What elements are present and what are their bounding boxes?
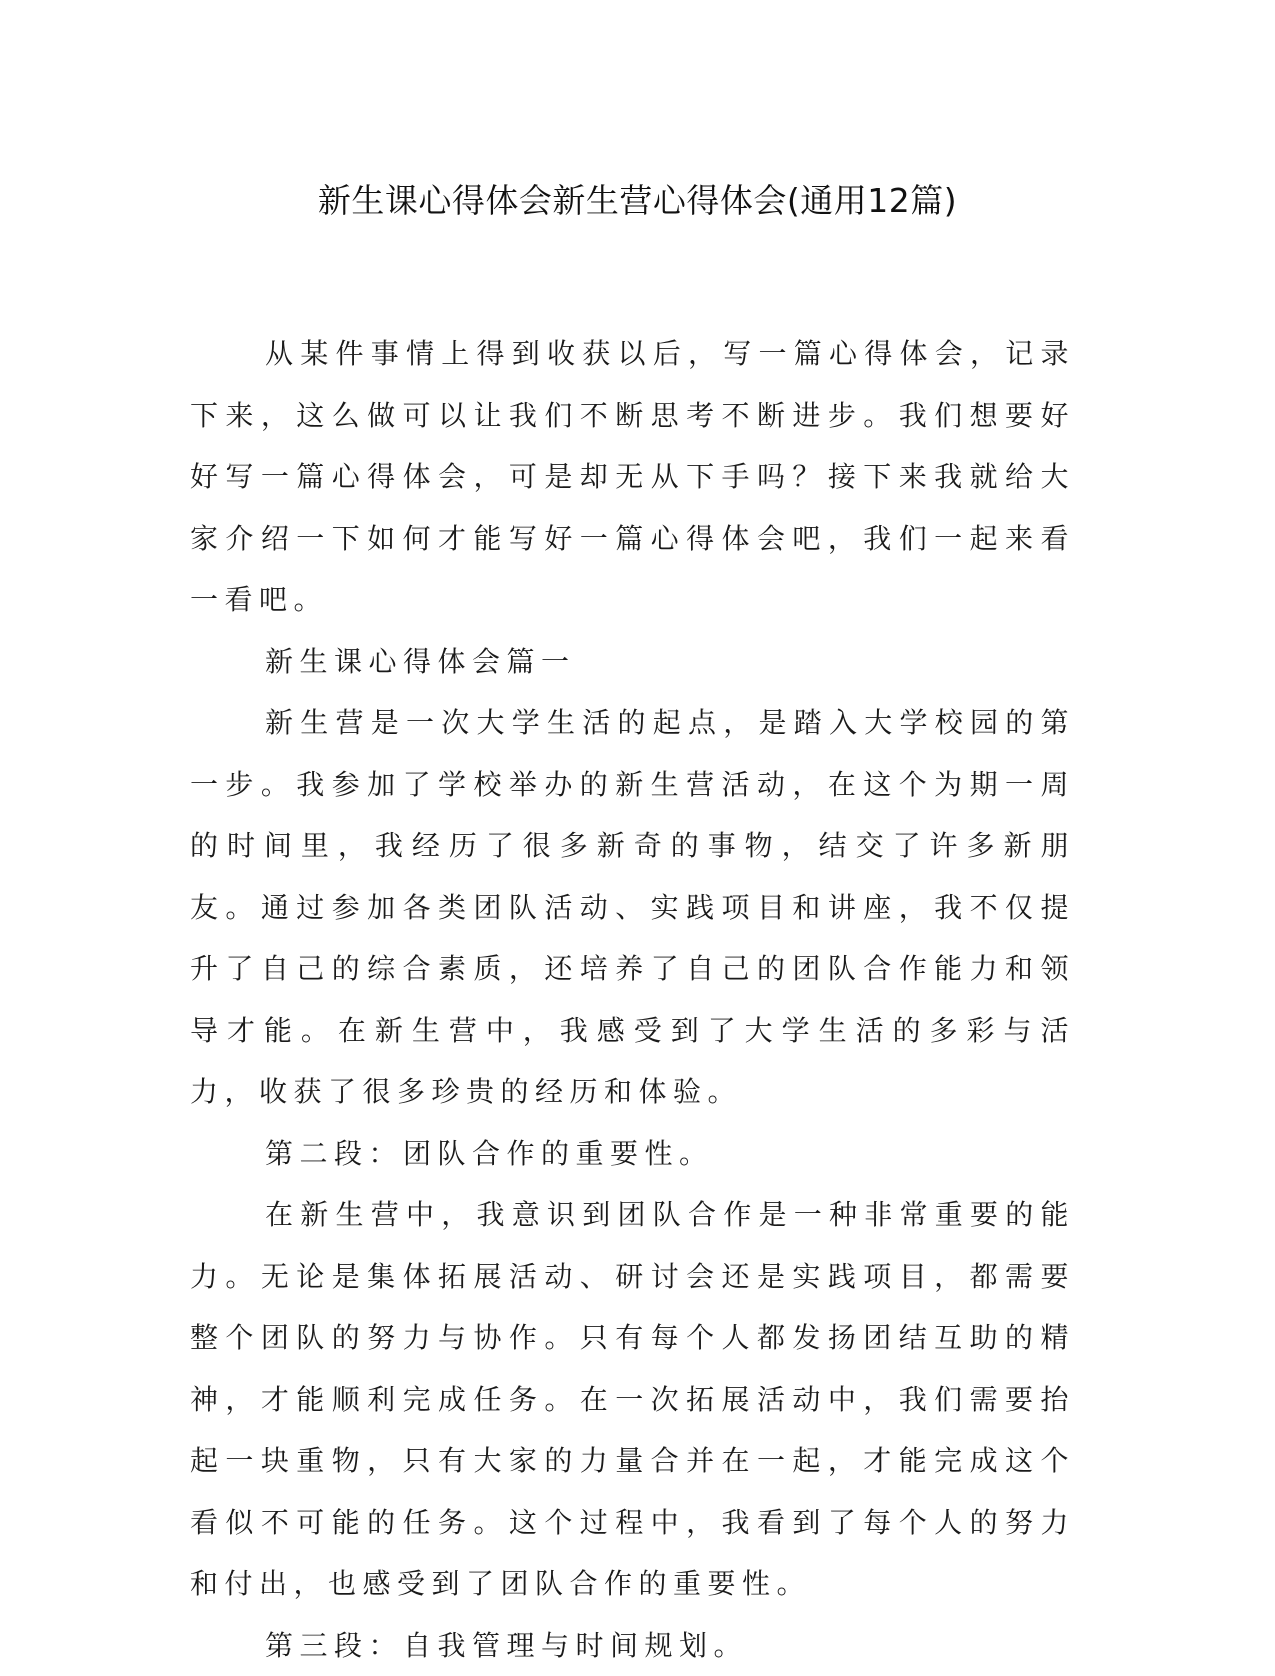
document-body <box>190 323 1075 1676</box>
section-heading-teamwork: 第二段：团队合作的重要性。 <box>190 1123 1075 1185</box>
section-heading-part-one: 新生课心得体会篇一 <box>190 631 1075 693</box>
body-paragraph: 在新生营中，我意识到团队合作是一种非常重要的能力。无论是集体拓展活动、研讨会还是实践项目，都需要整个团队的努力与协作。只有每个人都发扬团结互助的精神，才能顺利完成任务。在一次拓展活动中，我们需要抬起一块重物，只有大家的力量合并在一起，才能完成这个看似不可能的任务。这个过程中，我看到了每个人的努力和付出，也感受到了团队合作的重要性。 <box>190 1184 1075 1615</box>
body-paragraph: 新生营是一次大学生活的起点，是踏入大学校园的第一步。我参加了学校举办的新生营活动，在这个为期一周的时间里，我经历了很多新奇的事物，结交了许多新朋友。通过参加各类团队活动、实践项目和讲座，我不仅提升了自己的综合素质，还培养了自己的团队合作能力和领导才能。在新生营中，我感受到了大学生活的多彩与活力，收获了很多珍贵的经历和体验。 <box>190 692 1075 1123</box>
section-heading-self-management: 第三段：自我管理与时间规划。 <box>190 1615 1075 1676</box>
document-title: 新生课心得体会新生营心得体会(通用12篇) <box>0 176 1275 226</box>
intro-paragraph: 从某件事情上得到收获以后，写一篇心得体会，记录下来，这么做可以让我们不断思考不断进步。我们想要好好写一篇心得体会，可是却无从下手吗？接下来我就给大家介绍一下如何才能写好一篇心得体会吧，我们一起来看一看吧。 <box>190 323 1075 631</box>
